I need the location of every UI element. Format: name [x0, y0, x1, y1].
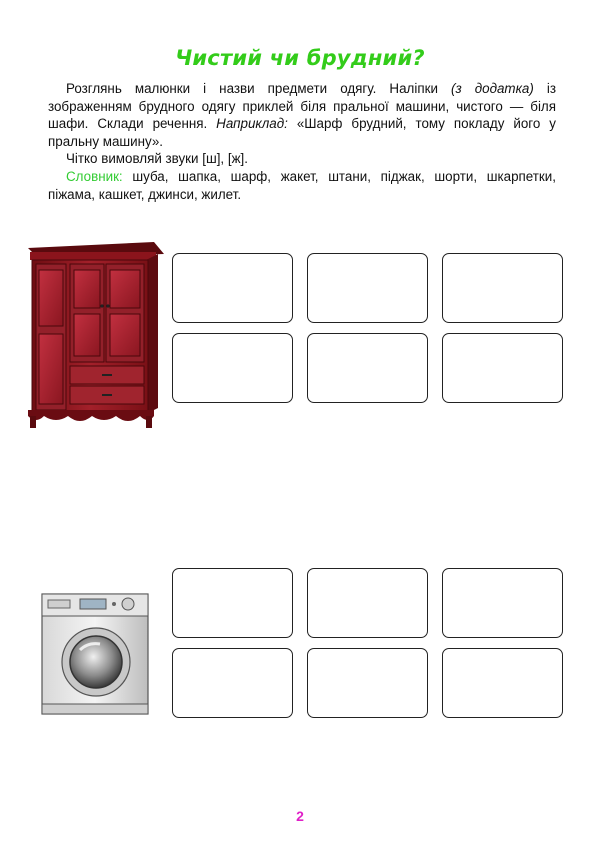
appendix-note: (з додатка) [450, 81, 534, 96]
clean-sticker-slot[interactable] [442, 333, 563, 403]
dirty-sticker-slot[interactable] [307, 648, 428, 718]
clean-sticker-slot[interactable] [307, 333, 428, 403]
page-title: Чистий чи брудний? [175, 46, 425, 70]
clean-sticker-slot[interactable] [172, 253, 293, 323]
instruction-text-2: із зображенням брудного одягу приклей біля пральної машини, чистого — біля шафи. Склади речення. [48, 81, 556, 132]
clean-sticker-slot[interactable] [442, 253, 563, 323]
dirty-sticker-slot[interactable] [172, 648, 293, 718]
instruction-text: Розглянь малюнки і назви предмети одягу. Наліпки [66, 81, 451, 96]
dictionary-paragraph [48, 168, 556, 203]
dirty-sticker-slot[interactable] [442, 648, 563, 718]
washing-machine-icon [40, 590, 152, 718]
dictionary-label: Словник: [66, 168, 123, 184]
page-number: 2 [296, 808, 304, 824]
wardrobe-icon [24, 238, 166, 430]
dictionary-words: шуба, шапка, шарф, жакет, штани, піджак, шорти, шкарпетки, піжама, кашкет, джинси, жилет. [48, 168, 556, 202]
dirty-sticker-slot[interactable] [442, 568, 563, 638]
dirty-sticker-slot[interactable] [307, 568, 428, 638]
example-label: Наприклад: [216, 116, 288, 132]
pronunciation-note: Чітко вимовляй звуки [ш], [ж]. [66, 151, 248, 167]
instructions-block [48, 80, 556, 203]
clean-sticker-slot[interactable] [172, 333, 293, 403]
clean-sticker-slot[interactable] [307, 253, 428, 323]
dirty-sticker-slot[interactable] [172, 568, 293, 638]
instruction-paragraph [48, 80, 556, 150]
example-text: «Шарф брудний, тому покладу його у пральну машину». [48, 116, 556, 149]
